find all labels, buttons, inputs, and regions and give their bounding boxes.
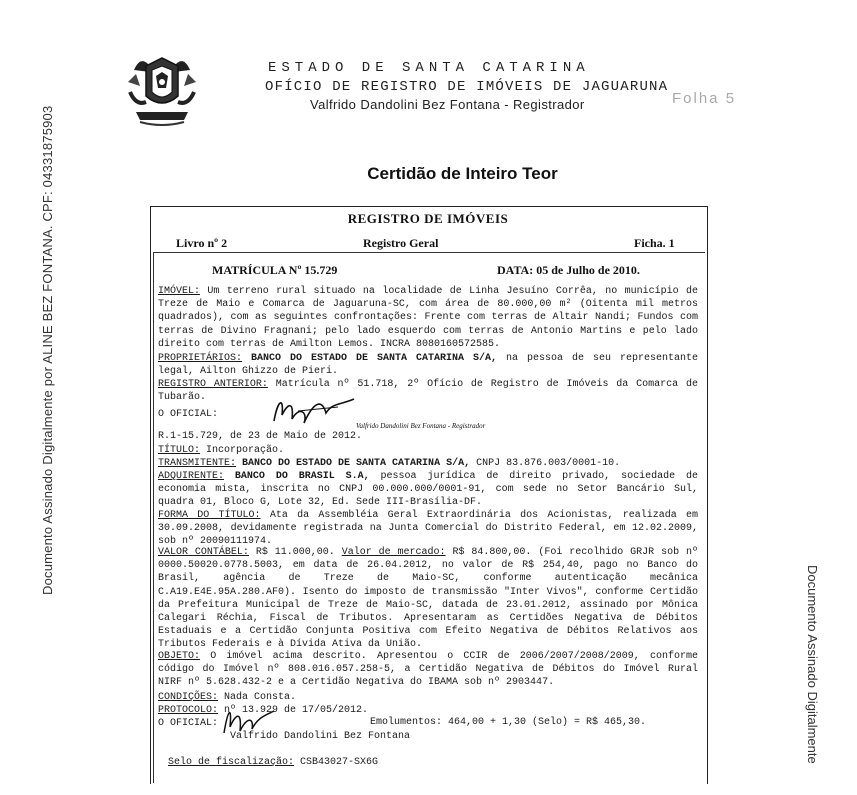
valor-contabil: R$ 11.000,00. bbox=[255, 547, 335, 558]
adquirente-name: BANCO DO BRASIL S.A, bbox=[234, 471, 370, 482]
forma-text: Ata da Assembléia Geral Extraordinária dos Acionistas, realizada em 30.09.2008, devidamente registrada na Junta Comercial do Distrito Federal, em 12.02.2009, sob nº 20090111974. bbox=[158, 510, 698, 548]
forma-label: FORMA DO TÍTULO: bbox=[158, 510, 261, 521]
state-coat-of-arms-icon bbox=[126, 52, 198, 128]
titulo-text: Incorporação. bbox=[206, 445, 285, 456]
objeto-text: O imóvel acima descrito. Apresentou o CCIR de 2006/2007/2008/2009, conforme código do Imóvel nº 808.016.057.258-5, a Certidão Negativa de Débitos do Imóvel Rural NIRF nº 5.628.432-2 e a Certidão Negativa do IBAMA sob nº 2903447. bbox=[158, 651, 698, 689]
proprietarios-text: na pessoa de seu representante legal, Ailton Ghizzo de Pieri. bbox=[158, 353, 698, 378]
titulo-label: TÍTULO: bbox=[158, 445, 201, 456]
condicoes-label: CONDIÇÕES: bbox=[158, 692, 219, 703]
registrar-signature-icon bbox=[268, 393, 358, 429]
transmitente-section bbox=[158, 457, 698, 470]
transmitente-name: BANCO DO ESTADO DE SANTA CATARINA S/A, bbox=[242, 458, 471, 469]
condicoes-text: Nada Consta. bbox=[224, 692, 297, 703]
selo-label: Selo de fiscalização: bbox=[168, 757, 295, 768]
signer-name: Valfrido Dandolini Bez Fontana bbox=[230, 731, 411, 742]
registro-anterior-label: REGISTRO ANTERIOR: bbox=[158, 379, 268, 390]
valor-section bbox=[158, 546, 698, 652]
selo-section bbox=[168, 757, 378, 768]
valor-mercado: R$ 84.800,00. bbox=[452, 547, 532, 558]
protocolo-label: PROTOCOLO: bbox=[158, 705, 219, 716]
titulo-section bbox=[158, 444, 698, 457]
adquirente-label: ADQUIRENTE: bbox=[158, 471, 225, 482]
transmitente-text: CNPJ 83.876.003/0001-10. bbox=[476, 458, 621, 469]
registro-anterior-section bbox=[158, 378, 698, 404]
adquirente-section bbox=[158, 470, 698, 510]
oficial-name-stamp: Valfrido Dandolini Bez Fontana - Registrador bbox=[356, 422, 486, 430]
proprietarios-owner: BANCO DO ESTADO DE SANTA CATARINA S/A, bbox=[251, 353, 497, 364]
imovel-section bbox=[158, 285, 698, 351]
proprietarios-section bbox=[158, 352, 698, 378]
oficial-label-1: O OFICIAL: bbox=[158, 409, 219, 420]
digital-signature-note-left: Documento Assinado Digitalmente por ALINE BEZ FONTANA. CPF: 04331875903 bbox=[40, 105, 55, 595]
registry-margin-line bbox=[153, 252, 154, 783]
livro-number: Livro nº 2 bbox=[176, 236, 228, 250]
valor-label: VALOR CONTÁBEL: bbox=[158, 547, 249, 558]
letterhead-registrar: Valfrido Dandolini Bez Fontana - Registrador bbox=[310, 97, 585, 112]
forma-section bbox=[158, 509, 698, 549]
objeto-section bbox=[158, 650, 698, 690]
page-stamp: Folha 5 bbox=[672, 90, 737, 107]
imovel-label: IMÓVEL: bbox=[158, 286, 201, 297]
selo-code: CSB43027-SX6G bbox=[300, 757, 379, 768]
emolumentos: Emolumentos: 464,00 + 1,30 (Selo) = R$ 465,30. bbox=[370, 717, 647, 728]
matricula-date: DATA: 05 de Julho de 2010. bbox=[497, 263, 640, 277]
registry-divider bbox=[153, 252, 705, 253]
page-title: Certidão de Inteiro Teor bbox=[367, 164, 558, 183]
protocolo-text: nº 13.929 de 17/05/2012. bbox=[224, 705, 369, 716]
imovel-text: Um terreno rural situado na localidade de Linha Jesuíno Corrêa, no município de Treze de Maio e Comarca de Jaguaruna-SC, com área de 80.000,00 m² (Oitenta mil metros quadrados), com as seguintes confrontações: Frente com terras de Altair Nandi; Fundos com terras de Divino Fragnani; pelo lado esquerdo com terras de Antonio Martins e pelo lado direito com terras de Amilton Lemos. INCRA 8080160572585. bbox=[158, 286, 698, 350]
digital-signature-note-right: Documento Assinado Digitalmente bbox=[805, 565, 820, 764]
valor-text: (Foi recolhido GRJR sob nº 0000.50020.0778.5003, em data de 26.04.2012, no valor de R$ 254,40, pago no Banco do Brasil, agência de Treze de Maio-SC, conforme autenticação mecânica C.A19.E4E.95A.280.AF0). Isento do imposto de transmissão "Inter Vivos", conforme Certidão da Prefeitura Municipal de Treze de Maio-SC, datada de 23.01.2012, assinado por Mônica Calegari Réchia, Fiscal de Tributos. Apresentaram as Certidões Negativa de Débitos Estaduais e a Certidão Conjunta Positiva com Efeito Negativa de Débitos Relativos aos Tributos Federais e à Dívida Ativa da União. bbox=[158, 547, 699, 651]
transmitente-label: TRANSMITENTE: bbox=[158, 458, 237, 469]
proprietarios-label: PROPRIETÁRIOS: bbox=[158, 353, 243, 364]
valor-mercado-label: Valor de mercado: bbox=[341, 547, 446, 558]
adquirente-text: pessoa jurídica de direito privado, sociedade de economia mista, inscrita no CNPJ 00.000.000/0001-91, com sede no Setor Bancário Sul, quadra 01, Bloco G, Lote 32, Ed. Sede III-Brasília-DF. bbox=[158, 471, 698, 509]
matricula-number: MATRÍCULA Nº 15.729 bbox=[212, 263, 338, 277]
registro-anterior-text: Matrícula nº 51.718, 2º Ofício de Registro de Imóveis da Comarca de Tubarão. bbox=[158, 379, 698, 404]
letterhead-state: ESTADO DE SANTA CATARINA bbox=[268, 60, 590, 76]
registry-title: REGISTRO DE IMÓVEIS bbox=[347, 211, 509, 226]
letterhead-office: OFÍCIO DE REGISTRO DE IMÓVEIS DE JAGUARUNA bbox=[265, 79, 669, 95]
oficial-line-1 bbox=[158, 408, 698, 421]
objeto-label: OBJETO: bbox=[158, 651, 201, 662]
ficha-number: Ficha. 1 bbox=[634, 236, 675, 250]
registro-geral: Registro Geral bbox=[363, 236, 439, 250]
oficial-label-2: O OFICIAL: bbox=[158, 718, 219, 729]
r1-heading: R.1-15.729, de 23 de Maio de 2012. bbox=[158, 431, 363, 442]
